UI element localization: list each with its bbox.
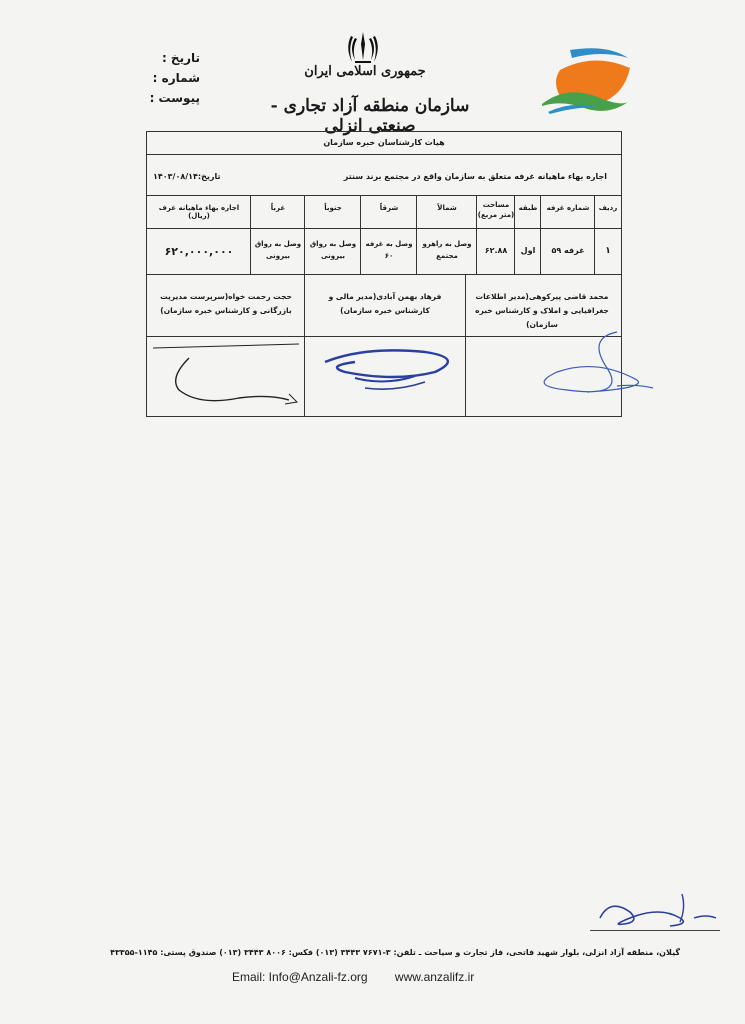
iran-emblem-icon [343, 30, 383, 66]
footer-address: گیلان، منطقه آزاد انزلی، بلوار شهید فاتحی، فاز تجارت و سیاحت ـ تلفن: ۳-۷۶۷۱ ۳۴۴۳ (۰۱۳) فکس: ۸۰۰۶ ۳۴۴۳ (۰۱۳) صندوق پستی: ۱۱۴۵-۴۳۳۵۵ [110, 948, 680, 957]
anzali-fz-logo-icon [538, 44, 630, 116]
signature-2 [315, 342, 465, 402]
col-area [477, 200, 515, 220]
col-rent: اجاره بهاء ماهیانه غرف (ریال) [158, 204, 240, 220]
footer-website[interactable]: www.anzalifz.ir [394, 970, 475, 984]
footer-signature [590, 888, 720, 936]
col-floor: طبقه [518, 204, 538, 212]
signatory-2: فرهاد بهمن آبادی(مدیر مالی و کارشناس خبره سازمان) [328, 292, 442, 315]
col-north: شمالاً [437, 204, 457, 212]
date-label: تاریخ : [161, 51, 200, 65]
row-area: ۶۲.۸۸ [484, 246, 508, 255]
attachment-label: پیوست : [149, 91, 200, 105]
table-title: هیات کارشناسان خبره سازمان [323, 138, 445, 147]
col-west: غرباً [270, 204, 286, 212]
footer-divider [590, 930, 720, 931]
republic-title: جمهوری اسلامی ایران [304, 64, 426, 79]
signature-3 [149, 338, 305, 410]
footer-email[interactable]: Email: Info@Anzali-fz.org [232, 970, 368, 984]
row-index: ۱ [605, 246, 611, 256]
row-booth: غرفه ۵۹ [551, 246, 585, 255]
row-west: وصل به رواق بیرونی [254, 240, 302, 260]
experts-table [146, 131, 622, 417]
table-date: تاریخ:۱۴۰۳/۰۸/۱۴ [153, 172, 221, 181]
signature-1 [467, 328, 657, 408]
col-area-label: مساحت [482, 201, 510, 209]
letter-meta [130, 48, 200, 108]
col-east: شرقاً [379, 204, 399, 212]
footer-contact [232, 970, 552, 984]
table-subject: اجاره بهاء ماهیانه غرفه متعلق به سازمان واقع در مجتمع برند سنتر [343, 172, 607, 181]
signatory-1: محمد قاضی پیرکوهی(مدیر اطلاعات جغرافیایی و املاک و کارشناس خبره سازمان) [475, 292, 609, 329]
row-north: وصل به راهرو مجتمع [422, 240, 472, 260]
col-south: جنوباً [324, 204, 342, 212]
row-floor: اول [520, 246, 536, 255]
col-row: ردیف [598, 204, 618, 212]
col-area-unit: (متر مربع) [477, 211, 515, 219]
row-east: وصل به غرفه ۶۰ [365, 240, 413, 260]
row-south: وصل به رواق بیرونی [309, 240, 357, 260]
signatory-3: حجت رحمت خواه(سرپرست مدیریت بازرگانی و کارشناس خبره سازمان) [160, 292, 292, 315]
number-label: شماره : [152, 71, 200, 85]
row-rent: ۶۲۰,۰۰۰,۰۰۰ [164, 245, 234, 258]
col-booth: شماره غرفه [546, 204, 590, 212]
organization-title: سازمان منطقه آزاد تجاری - صنعتی انزلی [270, 96, 470, 136]
